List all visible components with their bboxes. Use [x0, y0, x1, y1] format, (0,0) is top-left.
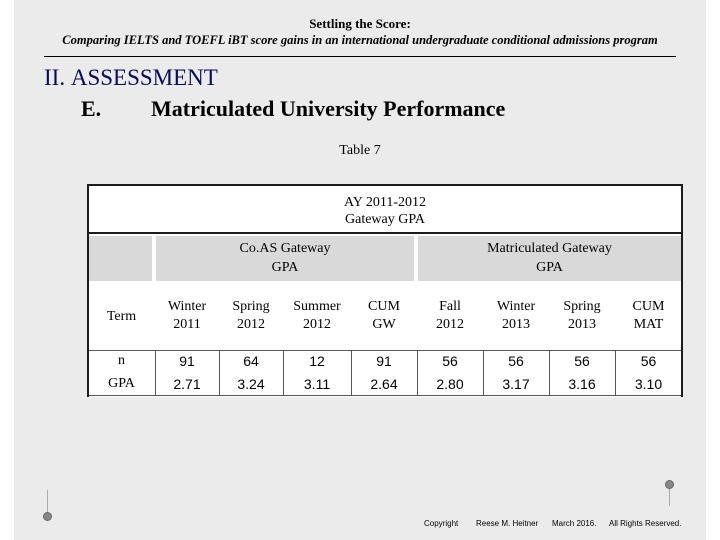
header-subtitle: Comparing IELTS and TOEFL iBT score gains in an international undergraduate conditional admissions program [62, 33, 658, 47]
section-number: II. [44, 65, 66, 90]
group-header-matriculated [418, 236, 681, 281]
section-heading [44, 65, 218, 91]
table-divider [351, 350, 352, 395]
decorative-dot [43, 512, 52, 521]
gpa-cell: 3.24 [237, 376, 265, 392]
row-label-term: Term [106, 309, 137, 324]
term-cell: CUM GW [368, 299, 400, 332]
gpa-cell: 3.17 [502, 376, 530, 392]
gpa-cell: 3.10 [634, 376, 663, 392]
table-divider [219, 350, 220, 395]
decorative-dot [665, 480, 674, 489]
footer-copyright: Copyright [424, 519, 459, 528]
top-header-line2: Gateway GPA [345, 212, 425, 227]
n-cell: 56 [508, 353, 524, 369]
term-cell: Fall 2012 [436, 299, 464, 332]
term-cell: Summer 2012 [293, 299, 341, 332]
n-cell: 12 [309, 353, 325, 369]
group-coas-line1: Co.AS Gateway [239, 241, 331, 256]
table-top-header [89, 186, 681, 234]
decorative-line [47, 490, 48, 514]
table-divider [615, 350, 616, 395]
term-cell: Spring 2012 [232, 299, 270, 332]
gpa-cell: 3.16 [568, 376, 596, 392]
table-divider [483, 350, 484, 395]
section-title: ASSESSMENT [70, 65, 218, 90]
table-row-term [89, 298, 681, 338]
group-mat-line1: Matriculated Gateway [487, 241, 612, 256]
n-cell: 56 [442, 353, 458, 369]
n-cell: 56 [640, 353, 657, 369]
group-mat-line2: GPA [536, 260, 563, 275]
group-header-blank [89, 236, 154, 281]
footer-author: Reese M. Heitner [476, 519, 539, 528]
table-rule [89, 350, 681, 351]
table-rule [89, 395, 681, 396]
table-divider [417, 350, 418, 395]
table-row-gpa [89, 375, 681, 393]
table-caption: Table 7 [339, 143, 381, 158]
gpa-cell: 2.64 [370, 376, 398, 392]
table-divider [283, 350, 284, 395]
footer-rights: All Rights Reserved. [609, 519, 682, 528]
n-cell: 91 [179, 353, 195, 369]
subsection-title: Matriculated University Performance [151, 96, 506, 121]
n-cell: 56 [574, 353, 590, 369]
table-row-n [89, 352, 681, 370]
subsection-letter: E. [81, 96, 102, 121]
gpa-cell: 2.80 [436, 376, 464, 392]
header-title: Settling the Score: [309, 16, 411, 31]
term-cell: Spring 2013 [563, 299, 601, 332]
gpa-cell: 3.11 [303, 376, 331, 392]
term-cell: Winter 2011 [167, 299, 207, 332]
n-cell: 91 [376, 353, 392, 369]
table-divider [549, 350, 550, 395]
gpa-table [87, 184, 683, 397]
footer-date: March 2016. [552, 519, 597, 528]
table-divider [155, 350, 156, 395]
top-header-line1: AY 2011-2012 [343, 195, 427, 210]
term-cell: Winter 2013 [496, 299, 536, 332]
row-label-gpa: GPA [108, 376, 135, 391]
row-label-n: n [118, 353, 125, 368]
group-coas-line2: GPA [271, 260, 299, 275]
gpa-cell: 2.71 [173, 376, 201, 392]
term-cell: CUM MAT [632, 299, 665, 332]
subsection-heading [81, 96, 505, 122]
header-rule [44, 56, 676, 57]
slide-header [0, 16, 720, 49]
n-cell: 64 [243, 353, 259, 369]
group-header-coas [156, 236, 416, 281]
